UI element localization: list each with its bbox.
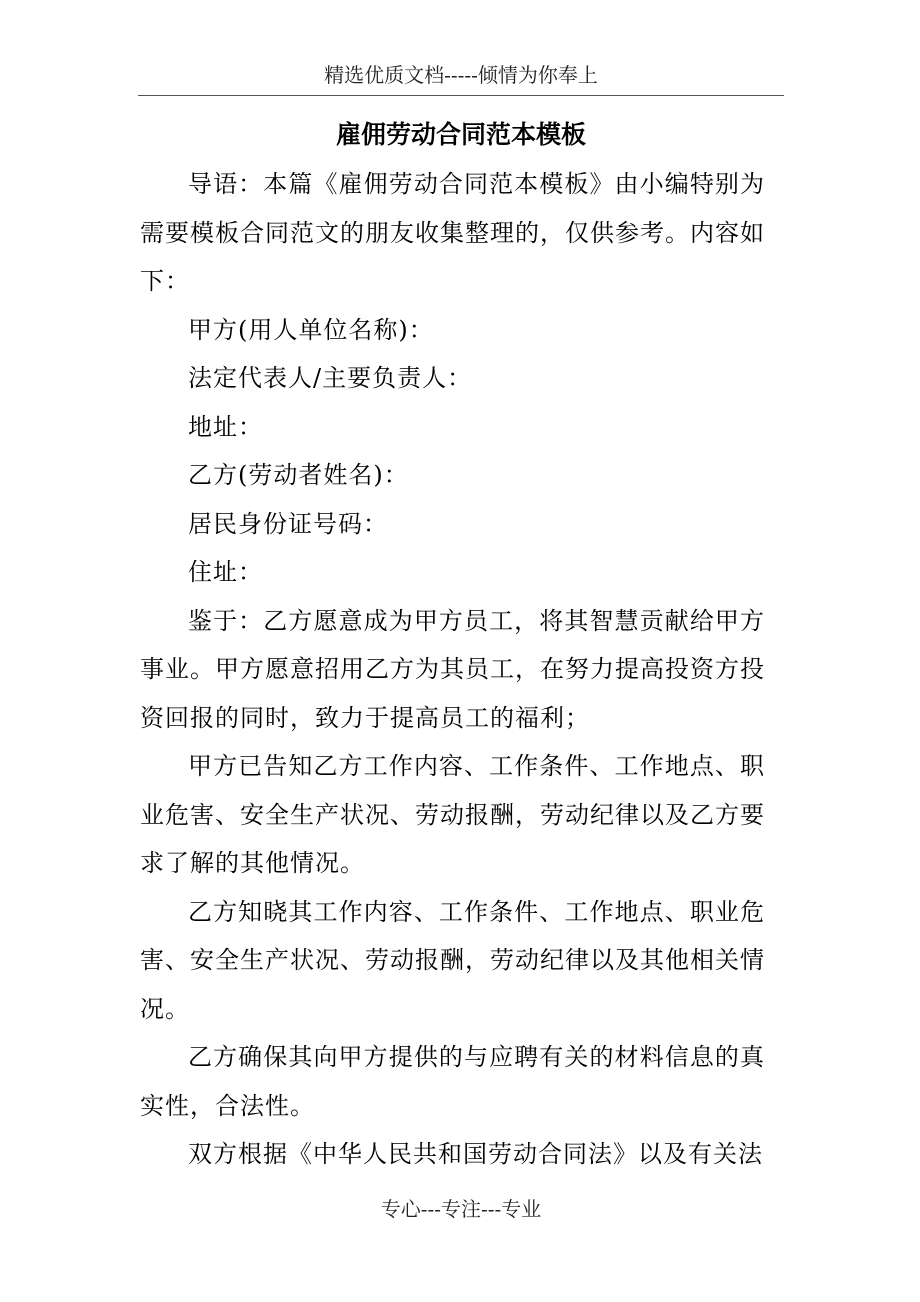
paragraph-residence: 住址： [188,558,263,586]
paragraph-intro: 导语：本篇《雇佣劳动合同范本模板》由小编特别为需要模板合同范文的朋友收集整理的，仅供参考。内容如下： [140,170,765,295]
page-footer: 专心---专注---专业 [380,1197,542,1221]
paragraph-authenticity: 乙方确保其向甲方提供的与应聘有关的材料信息的真实性，合法性。 [140,1043,765,1120]
paragraph-whereas: 鉴于：乙方愿意成为甲方员工，将其智慧贡献给甲方事业。甲方愿意招用乙方为其员工，在努力提高投资方投资回报的同时，致力于提高员工的福利； [140,606,765,732]
paragraph-address: 地址： [188,412,263,441]
header-divider [138,95,784,96]
document-title: 雇佣劳动合同范本模板 [335,120,586,149]
paragraph-party-a-informed: 甲方已告知乙方工作内容、工作条件、工作地点、职业危害、安全生产状况、劳动报酬，劳动纪律以及乙方要求了解的其他情况。 [140,752,765,877]
paragraph-party-b-informed: 乙方知晓其工作内容、工作条件、工作地点、职业危害、安全生产状况、劳动报酬，劳动纪律以及其他相关情况。 [140,897,765,1023]
paragraph-party-a: 甲方(用人单位名称)： [188,315,434,344]
paragraph-party-b: 乙方(劳动者姓名)： [188,461,409,489]
document-body [140,160,765,1179]
paragraph-legal-basis: 双方根据《中华人民共和国劳动合同法》以及有关法 [188,1140,763,1168]
paragraph-legal-representative: 法定代表人/主要负责人： [188,364,473,392]
page-header: 精选优质文档-----倾情为你奉上 [324,63,598,87]
paragraph-id-number: 居民身份证号码： [188,509,388,538]
